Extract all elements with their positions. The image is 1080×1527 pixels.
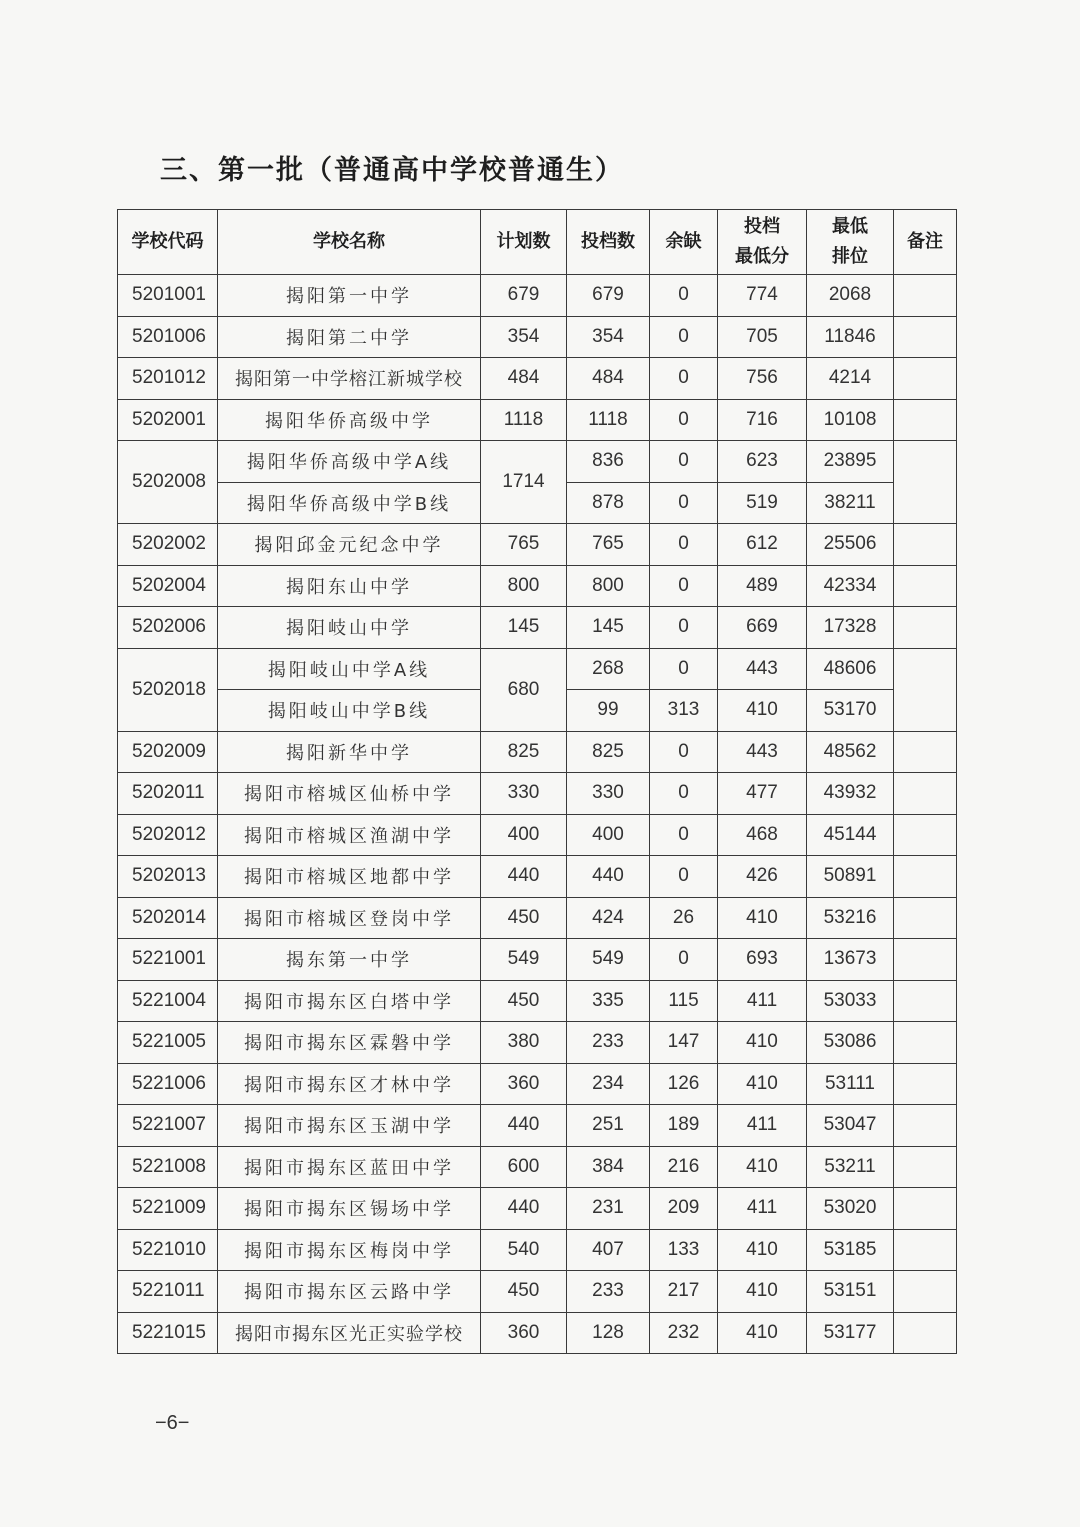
table-row	[118, 1146, 957, 1188]
cell-rank: 53033	[807, 980, 894, 1022]
cell-name: 揭阳岐山中学B线	[218, 690, 481, 732]
cell-name: 揭阳市揭东区云路中学	[218, 1271, 481, 1313]
cell-name: 揭阳华侨高级中学A线	[218, 441, 481, 483]
table-row	[118, 275, 957, 317]
cell-admitted: 268	[567, 648, 650, 690]
cell-rank: 48606	[807, 648, 894, 690]
cell-remark	[894, 1146, 957, 1188]
cell-name: 揭阳华侨高级中学B线	[218, 482, 481, 524]
cell-admitted: 234	[567, 1063, 650, 1105]
cell-code: 5202006	[118, 607, 218, 649]
cell-admitted: 424	[567, 897, 650, 939]
cell-score: 411	[718, 1188, 807, 1230]
cell-score: 477	[718, 773, 807, 815]
cell-admitted: 335	[567, 980, 650, 1022]
cell-rank: 23895	[807, 441, 894, 483]
cell-rank: 53111	[807, 1063, 894, 1105]
cell-admitted: 679	[567, 275, 650, 317]
cell-plan: 549	[481, 939, 567, 981]
header-plan: 计划数	[481, 210, 567, 275]
table-row	[118, 1312, 957, 1354]
cell-plan: 450	[481, 1271, 567, 1313]
cell-vacancy: 0	[650, 399, 718, 441]
cell-plan: 400	[481, 814, 567, 856]
table-row	[118, 524, 957, 566]
cell-code: 5221011	[118, 1271, 218, 1313]
table-row	[118, 773, 957, 815]
cell-code: 5221015	[118, 1312, 218, 1354]
cell-score: 693	[718, 939, 807, 981]
cell-admitted: 440	[567, 856, 650, 898]
cell-score: 426	[718, 856, 807, 898]
cell-remark	[894, 607, 957, 649]
cell-vacancy: 0	[650, 607, 718, 649]
cell-admitted: 765	[567, 524, 650, 566]
cell-rank: 17328	[807, 607, 894, 649]
cell-vacancy: 0	[650, 648, 718, 690]
cell-vacancy: 0	[650, 316, 718, 358]
cell-admitted: 231	[567, 1188, 650, 1230]
cell-plan: 145	[481, 607, 567, 649]
cell-admitted: 354	[567, 316, 650, 358]
cell-admitted: 233	[567, 1022, 650, 1064]
table-row	[118, 856, 957, 898]
cell-score: 468	[718, 814, 807, 856]
cell-remark	[894, 856, 957, 898]
cell-plan: 679	[481, 275, 567, 317]
cell-vacancy: 0	[650, 814, 718, 856]
cell-remark	[894, 565, 957, 607]
cell-score: 411	[718, 1105, 807, 1147]
cell-score: 623	[718, 441, 807, 483]
table-row	[118, 399, 957, 441]
cell-vacancy: 0	[650, 275, 718, 317]
cell-rank: 4214	[807, 358, 894, 400]
cell-code: 5202001	[118, 399, 218, 441]
cell-admitted: 1118	[567, 399, 650, 441]
cell-code: 5202002	[118, 524, 218, 566]
cell-plan: 450	[481, 897, 567, 939]
table-row	[118, 1271, 957, 1313]
cell-plan: 380	[481, 1022, 567, 1064]
cell-code: 5202004	[118, 565, 218, 607]
cell-code: 5221004	[118, 980, 218, 1022]
cell-vacancy: 0	[650, 524, 718, 566]
admission-table	[117, 209, 957, 1354]
cell-admitted: 233	[567, 1271, 650, 1313]
cell-name: 揭阳东山中学	[218, 565, 481, 607]
table-row	[118, 1022, 957, 1064]
cell-name: 揭阳市揭东区蓝田中学	[218, 1146, 481, 1188]
cell-vacancy: 133	[650, 1229, 718, 1271]
cell-remark	[894, 524, 957, 566]
cell-name: 揭东第一中学	[218, 939, 481, 981]
cell-remark	[894, 358, 957, 400]
cell-code: 5221001	[118, 939, 218, 981]
cell-remark	[894, 939, 957, 981]
cell-plan: 360	[481, 1063, 567, 1105]
cell-admitted: 407	[567, 1229, 650, 1271]
table-row	[118, 814, 957, 856]
cell-code: 5202012	[118, 814, 218, 856]
cell-remark	[894, 1271, 957, 1313]
cell-vacancy: 313	[650, 690, 718, 732]
cell-admitted: 484	[567, 358, 650, 400]
cell-vacancy: 0	[650, 773, 718, 815]
cell-vacancy: 0	[650, 358, 718, 400]
cell-admitted: 251	[567, 1105, 650, 1147]
cell-name: 揭阳市揭东区锡场中学	[218, 1188, 481, 1230]
table-row	[118, 441, 957, 483]
cell-code: 5202013	[118, 856, 218, 898]
cell-name: 揭阳第一中学榕江新城学校	[218, 358, 481, 400]
table-row	[118, 897, 957, 939]
cell-name: 揭阳市榕城区地都中学	[218, 856, 481, 898]
cell-code: 5221009	[118, 1188, 218, 1230]
cell-vacancy: 0	[650, 731, 718, 773]
cell-rank: 53170	[807, 690, 894, 732]
cell-score: 410	[718, 1229, 807, 1271]
cell-admitted: 145	[567, 607, 650, 649]
cell-name: 揭阳市揭东区霖磐中学	[218, 1022, 481, 1064]
table-row	[118, 565, 957, 607]
cell-remark	[894, 1312, 957, 1354]
cell-name: 揭阳市揭东区才林中学	[218, 1063, 481, 1105]
cell-rank: 10108	[807, 399, 894, 441]
cell-score: 716	[718, 399, 807, 441]
cell-score: 410	[718, 1312, 807, 1354]
cell-vacancy: 0	[650, 441, 718, 483]
cell-name: 揭阳第一中学	[218, 275, 481, 317]
cell-plan: 600	[481, 1146, 567, 1188]
header-min-rank	[807, 210, 894, 275]
header-name: 学校名称	[218, 210, 481, 275]
cell-rank: 2068	[807, 275, 894, 317]
cell-admitted: 128	[567, 1312, 650, 1354]
cell-remark	[894, 399, 957, 441]
cell-code: 5202014	[118, 897, 218, 939]
cell-score: 443	[718, 648, 807, 690]
cell-name: 揭阳华侨高级中学	[218, 399, 481, 441]
cell-score: 519	[718, 482, 807, 524]
cell-code: 5202008	[118, 441, 218, 524]
cell-score: 774	[718, 275, 807, 317]
cell-plan: 800	[481, 565, 567, 607]
header-min-score-line2: 最低分	[735, 246, 789, 267]
cell-name: 揭阳岐山中学A线	[218, 648, 481, 690]
cell-plan: 825	[481, 731, 567, 773]
cell-vacancy: 147	[650, 1022, 718, 1064]
cell-remark	[894, 316, 957, 358]
cell-rank: 53020	[807, 1188, 894, 1230]
cell-plan: 440	[481, 1105, 567, 1147]
cell-remark	[894, 897, 957, 939]
cell-vacancy: 232	[650, 1312, 718, 1354]
cell-plan: 360	[481, 1312, 567, 1354]
cell-vacancy: 217	[650, 1271, 718, 1313]
cell-plan: 450	[481, 980, 567, 1022]
cell-name: 揭阳第二中学	[218, 316, 481, 358]
cell-rank: 45144	[807, 814, 894, 856]
table-row	[118, 939, 957, 981]
cell-rank: 53216	[807, 897, 894, 939]
cell-rank: 11846	[807, 316, 894, 358]
cell-admitted: 836	[567, 441, 650, 483]
cell-name: 揭阳市揭东区光正实验学校	[218, 1312, 481, 1354]
cell-remark	[894, 980, 957, 1022]
cell-code: 5201001	[118, 275, 218, 317]
cell-vacancy: 115	[650, 980, 718, 1022]
cell-rank: 53047	[807, 1105, 894, 1147]
cell-plan: 1118	[481, 399, 567, 441]
table-row	[118, 980, 957, 1022]
cell-score: 411	[718, 980, 807, 1022]
cell-score: 410	[718, 690, 807, 732]
cell-name: 揭阳市榕城区登岗中学	[218, 897, 481, 939]
cell-score: 410	[718, 1271, 807, 1313]
table-row	[118, 316, 957, 358]
cell-score: 756	[718, 358, 807, 400]
cell-admitted: 330	[567, 773, 650, 815]
cell-remark	[894, 1063, 957, 1105]
cell-code: 5202009	[118, 731, 218, 773]
cell-admitted: 825	[567, 731, 650, 773]
cell-name: 揭阳市榕城区仙桥中学	[218, 773, 481, 815]
cell-remark	[894, 1022, 957, 1064]
cell-vacancy: 209	[650, 1188, 718, 1230]
cell-rank: 53177	[807, 1312, 894, 1354]
cell-admitted: 878	[567, 482, 650, 524]
cell-code: 5221006	[118, 1063, 218, 1105]
cell-rank: 53151	[807, 1271, 894, 1313]
cell-name: 揭阳邱金元纪念中学	[218, 524, 481, 566]
cell-code: 5202018	[118, 648, 218, 731]
header-min-score	[718, 210, 807, 275]
cell-score: 443	[718, 731, 807, 773]
table-row	[118, 358, 957, 400]
cell-name: 揭阳市揭东区梅岗中学	[218, 1229, 481, 1271]
header-remark: 备注	[894, 210, 957, 275]
cell-plan: 354	[481, 316, 567, 358]
header-min-score-line1: 投档	[744, 216, 780, 237]
cell-score: 410	[718, 897, 807, 939]
cell-vacancy: 0	[650, 565, 718, 607]
cell-code: 5221005	[118, 1022, 218, 1064]
cell-code: 5221008	[118, 1146, 218, 1188]
cell-code: 5201012	[118, 358, 218, 400]
cell-score: 669	[718, 607, 807, 649]
cell-remark	[894, 773, 957, 815]
cell-rank: 43932	[807, 773, 894, 815]
cell-code: 5202011	[118, 773, 218, 815]
cell-rank: 13673	[807, 939, 894, 981]
cell-score: 410	[718, 1146, 807, 1188]
cell-admitted: 549	[567, 939, 650, 981]
cell-remark	[894, 1188, 957, 1230]
cell-remark	[894, 814, 957, 856]
page-number: −6−	[155, 1412, 190, 1434]
table-row	[118, 731, 957, 773]
cell-plan: 440	[481, 856, 567, 898]
cell-admitted: 800	[567, 565, 650, 607]
cell-admitted: 99	[567, 690, 650, 732]
cell-score: 705	[718, 316, 807, 358]
cell-rank: 42334	[807, 565, 894, 607]
cell-rank: 38211	[807, 482, 894, 524]
cell-vacancy: 0	[650, 482, 718, 524]
cell-remark	[894, 441, 957, 524]
cell-plan: 440	[481, 1188, 567, 1230]
cell-remark	[894, 648, 957, 731]
header-min-rank-line2: 排位	[832, 246, 868, 267]
cell-vacancy: 0	[650, 856, 718, 898]
cell-score: 612	[718, 524, 807, 566]
header-admitted: 投档数	[567, 210, 650, 275]
header-row	[118, 210, 957, 275]
cell-remark	[894, 731, 957, 773]
cell-remark	[894, 275, 957, 317]
cell-rank: 53211	[807, 1146, 894, 1188]
cell-code: 5221010	[118, 1229, 218, 1271]
cell-vacancy: 126	[650, 1063, 718, 1105]
cell-plan: 1714	[481, 441, 567, 524]
cell-name: 揭阳岐山中学	[218, 607, 481, 649]
table-row	[118, 1105, 957, 1147]
cell-plan: 484	[481, 358, 567, 400]
page-title: 三、第一批（普通高中学校普通生）	[160, 155, 624, 186]
cell-score: 410	[718, 1063, 807, 1105]
cell-vacancy: 26	[650, 897, 718, 939]
cell-rank: 50891	[807, 856, 894, 898]
header-code: 学校代码	[118, 210, 218, 275]
cell-code: 5201006	[118, 316, 218, 358]
cell-name: 揭阳市揭东区白塔中学	[218, 980, 481, 1022]
cell-rank: 53086	[807, 1022, 894, 1064]
cell-vacancy: 189	[650, 1105, 718, 1147]
table-row	[118, 607, 957, 649]
cell-name: 揭阳新华中学	[218, 731, 481, 773]
cell-plan: 330	[481, 773, 567, 815]
header-min-rank-line1: 最低	[832, 216, 868, 237]
cell-vacancy: 216	[650, 1146, 718, 1188]
cell-remark	[894, 1105, 957, 1147]
cell-rank: 48562	[807, 731, 894, 773]
table-row	[118, 1229, 957, 1271]
table-row	[118, 648, 957, 690]
header-vacancy: 余缺	[650, 210, 718, 275]
table-row	[118, 1063, 957, 1105]
cell-code: 5221007	[118, 1105, 218, 1147]
cell-score: 489	[718, 565, 807, 607]
cell-name: 揭阳市揭东区玉湖中学	[218, 1105, 481, 1147]
cell-rank: 25506	[807, 524, 894, 566]
cell-admitted: 384	[567, 1146, 650, 1188]
cell-score: 410	[718, 1022, 807, 1064]
cell-admitted: 400	[567, 814, 650, 856]
cell-rank: 53185	[807, 1229, 894, 1271]
cell-vacancy: 0	[650, 939, 718, 981]
cell-plan: 680	[481, 648, 567, 731]
cell-plan: 765	[481, 524, 567, 566]
table-row	[118, 1188, 957, 1230]
cell-name: 揭阳市榕城区渔湖中学	[218, 814, 481, 856]
cell-remark	[894, 1229, 957, 1271]
cell-plan: 540	[481, 1229, 567, 1271]
